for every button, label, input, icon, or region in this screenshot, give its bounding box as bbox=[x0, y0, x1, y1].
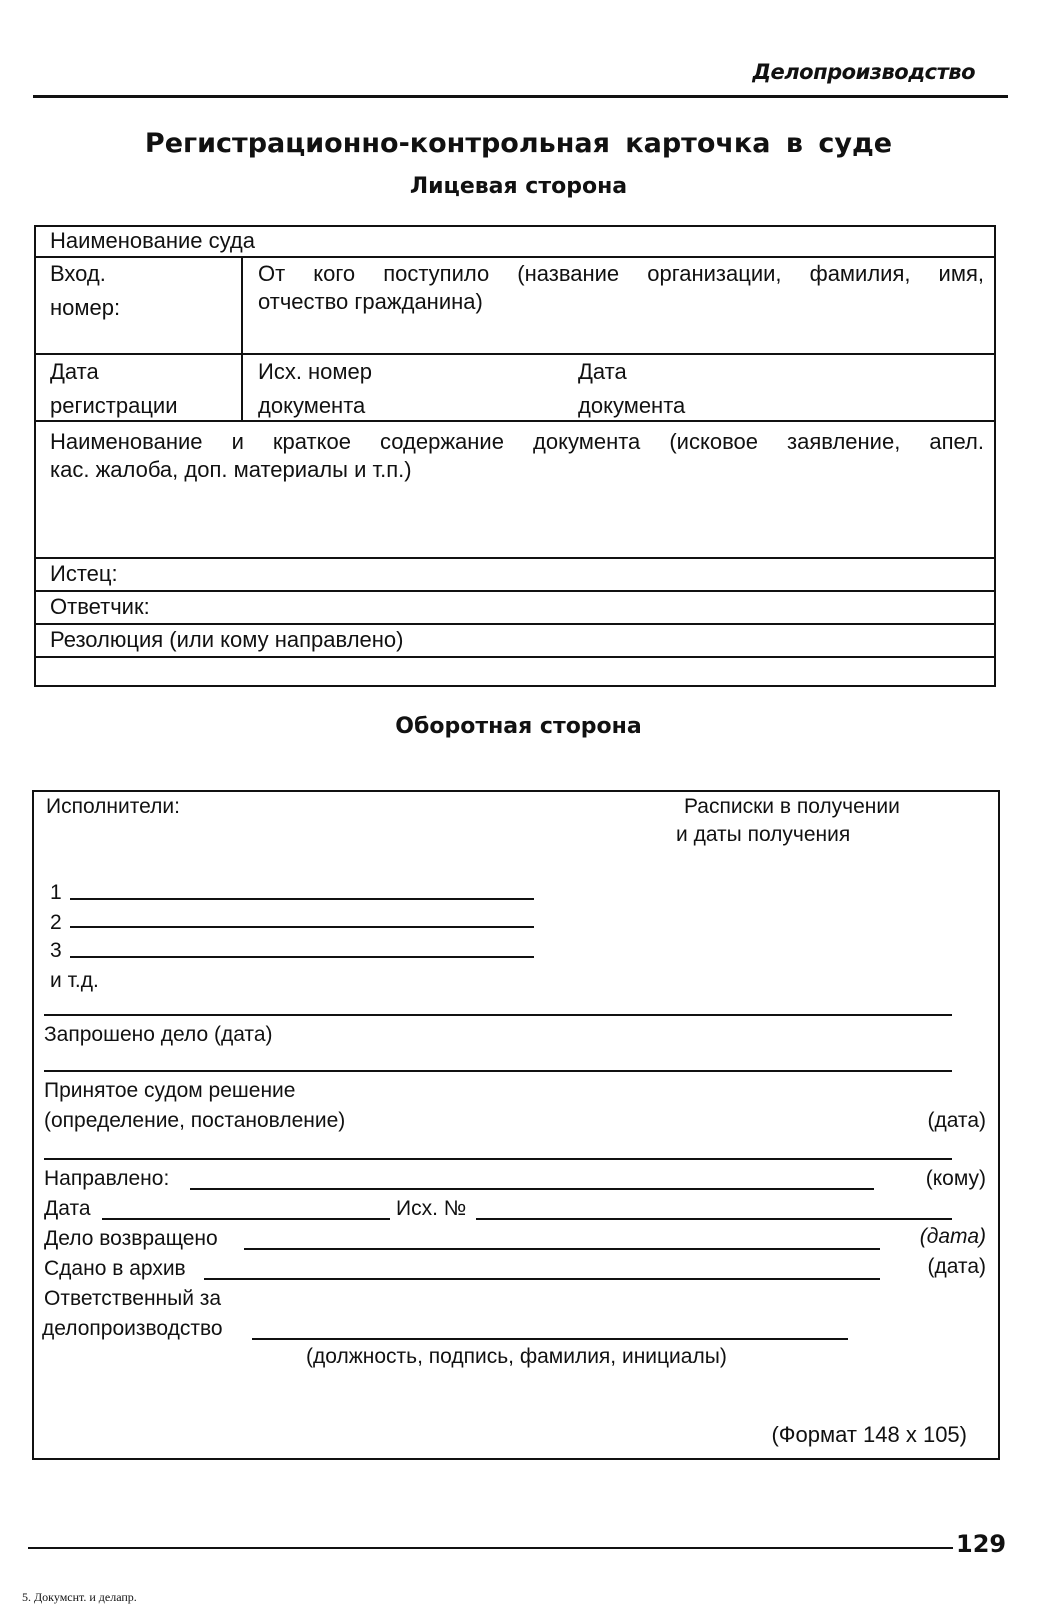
header-rule bbox=[33, 95, 1008, 98]
executors-label: Исполнители: bbox=[46, 795, 180, 818]
blank-line bbox=[252, 1338, 848, 1340]
executor-number: 1 bbox=[50, 881, 62, 904]
executor-number: 2 bbox=[50, 911, 62, 934]
divider bbox=[36, 590, 994, 592]
to-whom-label: (кому) bbox=[925, 1167, 986, 1190]
date-label: Дата bbox=[44, 1197, 91, 1220]
divider bbox=[36, 353, 994, 355]
archived-label: Сдано в архив bbox=[44, 1257, 186, 1280]
separator-line bbox=[44, 1070, 952, 1072]
receipts-label: Расписки в получении bbox=[684, 795, 900, 818]
registration-date-label: регистрации bbox=[50, 393, 178, 418]
blank-line bbox=[70, 926, 534, 928]
archived-date-label: (дата) bbox=[927, 1255, 986, 1278]
footer-rule bbox=[28, 1547, 953, 1549]
document-date-label: документа bbox=[578, 393, 686, 418]
etc-label: и т.д. bbox=[50, 969, 99, 992]
separator-line bbox=[44, 1014, 952, 1016]
responsible-label: делопроизводство bbox=[42, 1317, 223, 1340]
responsible-label: Ответственный за bbox=[44, 1287, 222, 1310]
format-note: (Формат 148 x 105) bbox=[771, 1422, 967, 1447]
front-heading: Лицевая сторона bbox=[409, 174, 628, 199]
sent-label: Направлено: bbox=[44, 1167, 170, 1190]
separator-line bbox=[44, 1158, 952, 1160]
resolution-label: Резолюция (или кому направлено) bbox=[50, 627, 404, 652]
outgoing-no-label: Исх. № bbox=[396, 1197, 467, 1220]
column-divider bbox=[241, 256, 243, 420]
requested-label: Запрошено дело (дата) bbox=[44, 1023, 273, 1046]
receipts-label: и даты получения bbox=[676, 823, 851, 846]
returned-label: Дело возвращено bbox=[44, 1227, 218, 1250]
defendant-label: Ответчик: bbox=[50, 594, 150, 619]
incoming-number-label: Вход. bbox=[50, 261, 106, 286]
incoming-number-label: номер: bbox=[50, 295, 121, 320]
executor-number: 3 bbox=[50, 939, 62, 962]
court-name-label: Наименование суда bbox=[50, 228, 255, 253]
blank-line bbox=[190, 1188, 874, 1190]
from-whom-label: От кого поступило (название организации, фамилия, имя, bbox=[258, 261, 984, 286]
blank-line bbox=[102, 1218, 390, 1220]
signature-hint: (должность, подпись, фамилия, инициалы) bbox=[306, 1345, 727, 1368]
document-name-label: кас. жалоба, доп. материалы и т.п.) bbox=[50, 457, 412, 482]
document-date-label: Дата bbox=[578, 359, 627, 384]
blank-line bbox=[476, 1218, 952, 1220]
decision-date-label: (дата) bbox=[927, 1109, 986, 1132]
returned-date-label: (дата) bbox=[919, 1225, 986, 1248]
back-heading: Оборотная сторона bbox=[395, 714, 642, 739]
page-number: 129 bbox=[956, 1530, 1007, 1558]
registration-date-label: Дата bbox=[50, 359, 99, 384]
plaintiff-label: Истец: bbox=[50, 561, 118, 586]
divider bbox=[36, 557, 994, 559]
section-title: Делопроизводство bbox=[752, 60, 975, 84]
from-whom-label: отчество гражданина) bbox=[258, 289, 483, 314]
blank-line bbox=[244, 1248, 880, 1250]
outgoing-number-label: Исх. номер bbox=[258, 359, 373, 384]
blank-line bbox=[204, 1278, 880, 1280]
divider bbox=[36, 420, 994, 422]
outgoing-number-label: документа bbox=[258, 393, 366, 418]
decision-label: Принятое судом решение bbox=[44, 1079, 296, 1102]
blank-line bbox=[70, 898, 534, 900]
page-title: Регистрационно-контрольная карточка в суде bbox=[144, 128, 893, 159]
blank-line bbox=[70, 956, 534, 958]
front-card bbox=[34, 225, 996, 687]
footer-note: 5. Докумснт. и делапр. bbox=[22, 1590, 137, 1604]
decision-label: (определение, постановление) bbox=[44, 1109, 346, 1132]
back-card bbox=[32, 790, 1000, 1460]
document-name-label: Наименование и краткое содержание документа (исковое заявление, апел. bbox=[50, 429, 984, 454]
